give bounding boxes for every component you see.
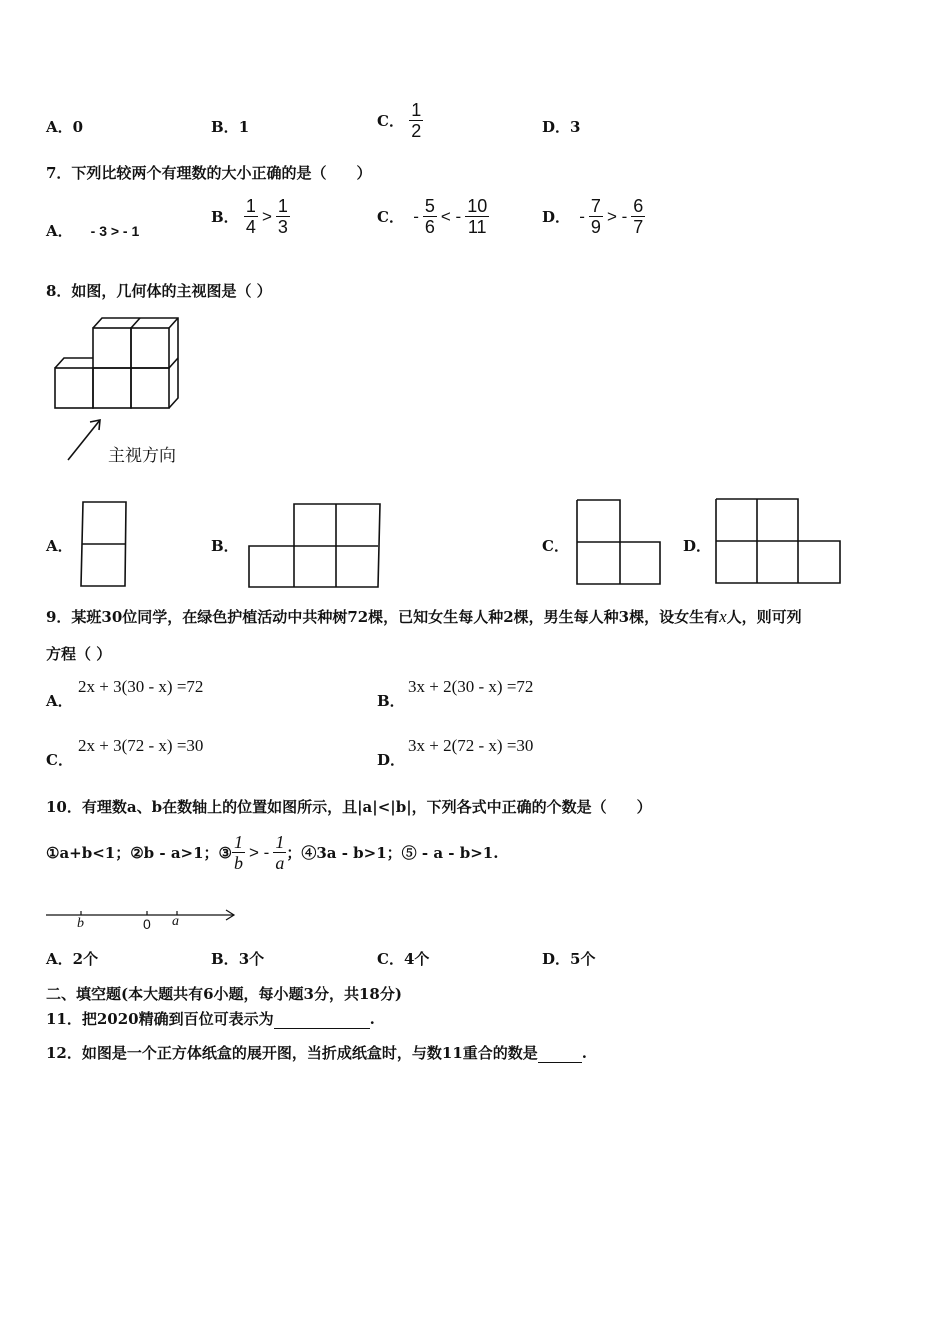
q9-option-d-equation[interactable]: 3x + 2(72 - x) =30 [408,736,534,755]
q6-option-d[interactable]: D．3 [542,118,581,136]
q7-option-d[interactable]: D． - $\frac{7}{9}$ > - $\frac{6}{7}$ [542,196,644,237]
q9-option-c-equation[interactable]: 2x + 3(72 - x) =30 [78,736,204,755]
q8-option-a-label[interactable]: A． [46,537,73,555]
q8-option-d-figure[interactable] [712,495,846,587]
q8-option-b-label[interactable]: B． [211,537,239,555]
fraction: $\frac{1}{2}$ [411,100,422,141]
q7-option-a[interactable]: A． - 3 > - 1 [46,222,140,240]
q10-option-b[interactable]: B．3个 [211,950,265,968]
q12: 12．如图是一个正方体纸盒的展开图，当折成纸盒时，与数11重合的数是 . [46,1044,587,1062]
section-2-title: 二、填空题(本大题共有6小题，每小题3分，共18分) [46,985,402,1003]
q8-option-c-label[interactable]: C． [542,537,569,555]
q8-option-a-figure[interactable] [78,500,130,590]
q7-option-c[interactable]: C． - $\frac{5}{6}$ < - $\frac{10}{11}$ [377,196,488,237]
q9-option-a-label[interactable]: A． [46,692,73,710]
q9-option-c-label[interactable]: C． [46,751,73,769]
q8-option-c-figure[interactable] [572,496,664,588]
q8-option-d-label[interactable]: D． [683,537,712,555]
q9-option-b-label[interactable]: B． [377,692,405,710]
q10-option-d[interactable]: D．5个 [542,950,596,968]
q10-option-c[interactable]: C．4个 [377,950,430,968]
axis-label-a: a [172,914,179,929]
q7-stem: 7．下列比较两个有理数的大小正确的是（ ） [46,164,372,182]
q7-option-b[interactable]: B． $\frac{1}{4}$ > $\frac{1}{3}$ [211,196,288,237]
q9-stem-line2: 方程（ ） [46,645,112,663]
view-direction-label: 主视方向 [108,446,176,466]
q11-answer-blank[interactable] [274,1010,370,1029]
q9-option-d-label[interactable]: D． [377,751,406,769]
q6-option-c[interactable]: C． $\frac{1}{2}$ [377,100,422,141]
axis-label-zero: 0 [143,916,151,932]
q6-option-a[interactable]: A．0 [46,118,84,136]
q10-option-a[interactable]: A．2个 [46,950,99,968]
q8-option-b-figure[interactable] [246,500,384,590]
q11: 11．把2020精确到百位可表示为 . [46,1010,375,1028]
axis-label-b: b [77,916,84,931]
q10-statements: ①a+b<1；②b - a>1；③ $\frac{1}{b}$ > - $\frac{1}{a}$ ；④3a - b>1；⑤ - a - b>1. [46,832,499,873]
q9-option-b-equation[interactable]: 3x + 2(30 - x) =72 [408,677,534,696]
q12-answer-blank[interactable] [538,1044,582,1063]
q6-option-b[interactable]: B．1 [211,118,250,136]
q9-option-a-equation[interactable]: 2x + 3(30 - x) =72 [78,677,204,696]
q10-stem: 10．有理数a、b在数轴上的位置如图所示，且|a|<|b|，下列各式中正确的个数是（ ） [46,798,652,816]
q9-stem-line1: 9．某班30位同学，在绿色护植活动中共种树72棵，已知女生每人种2棵，男生每人种3棵，设女生有x人，则可列 [46,607,802,626]
q8-stem: 8．如图，几何体的主视图是（ ） [46,282,272,300]
